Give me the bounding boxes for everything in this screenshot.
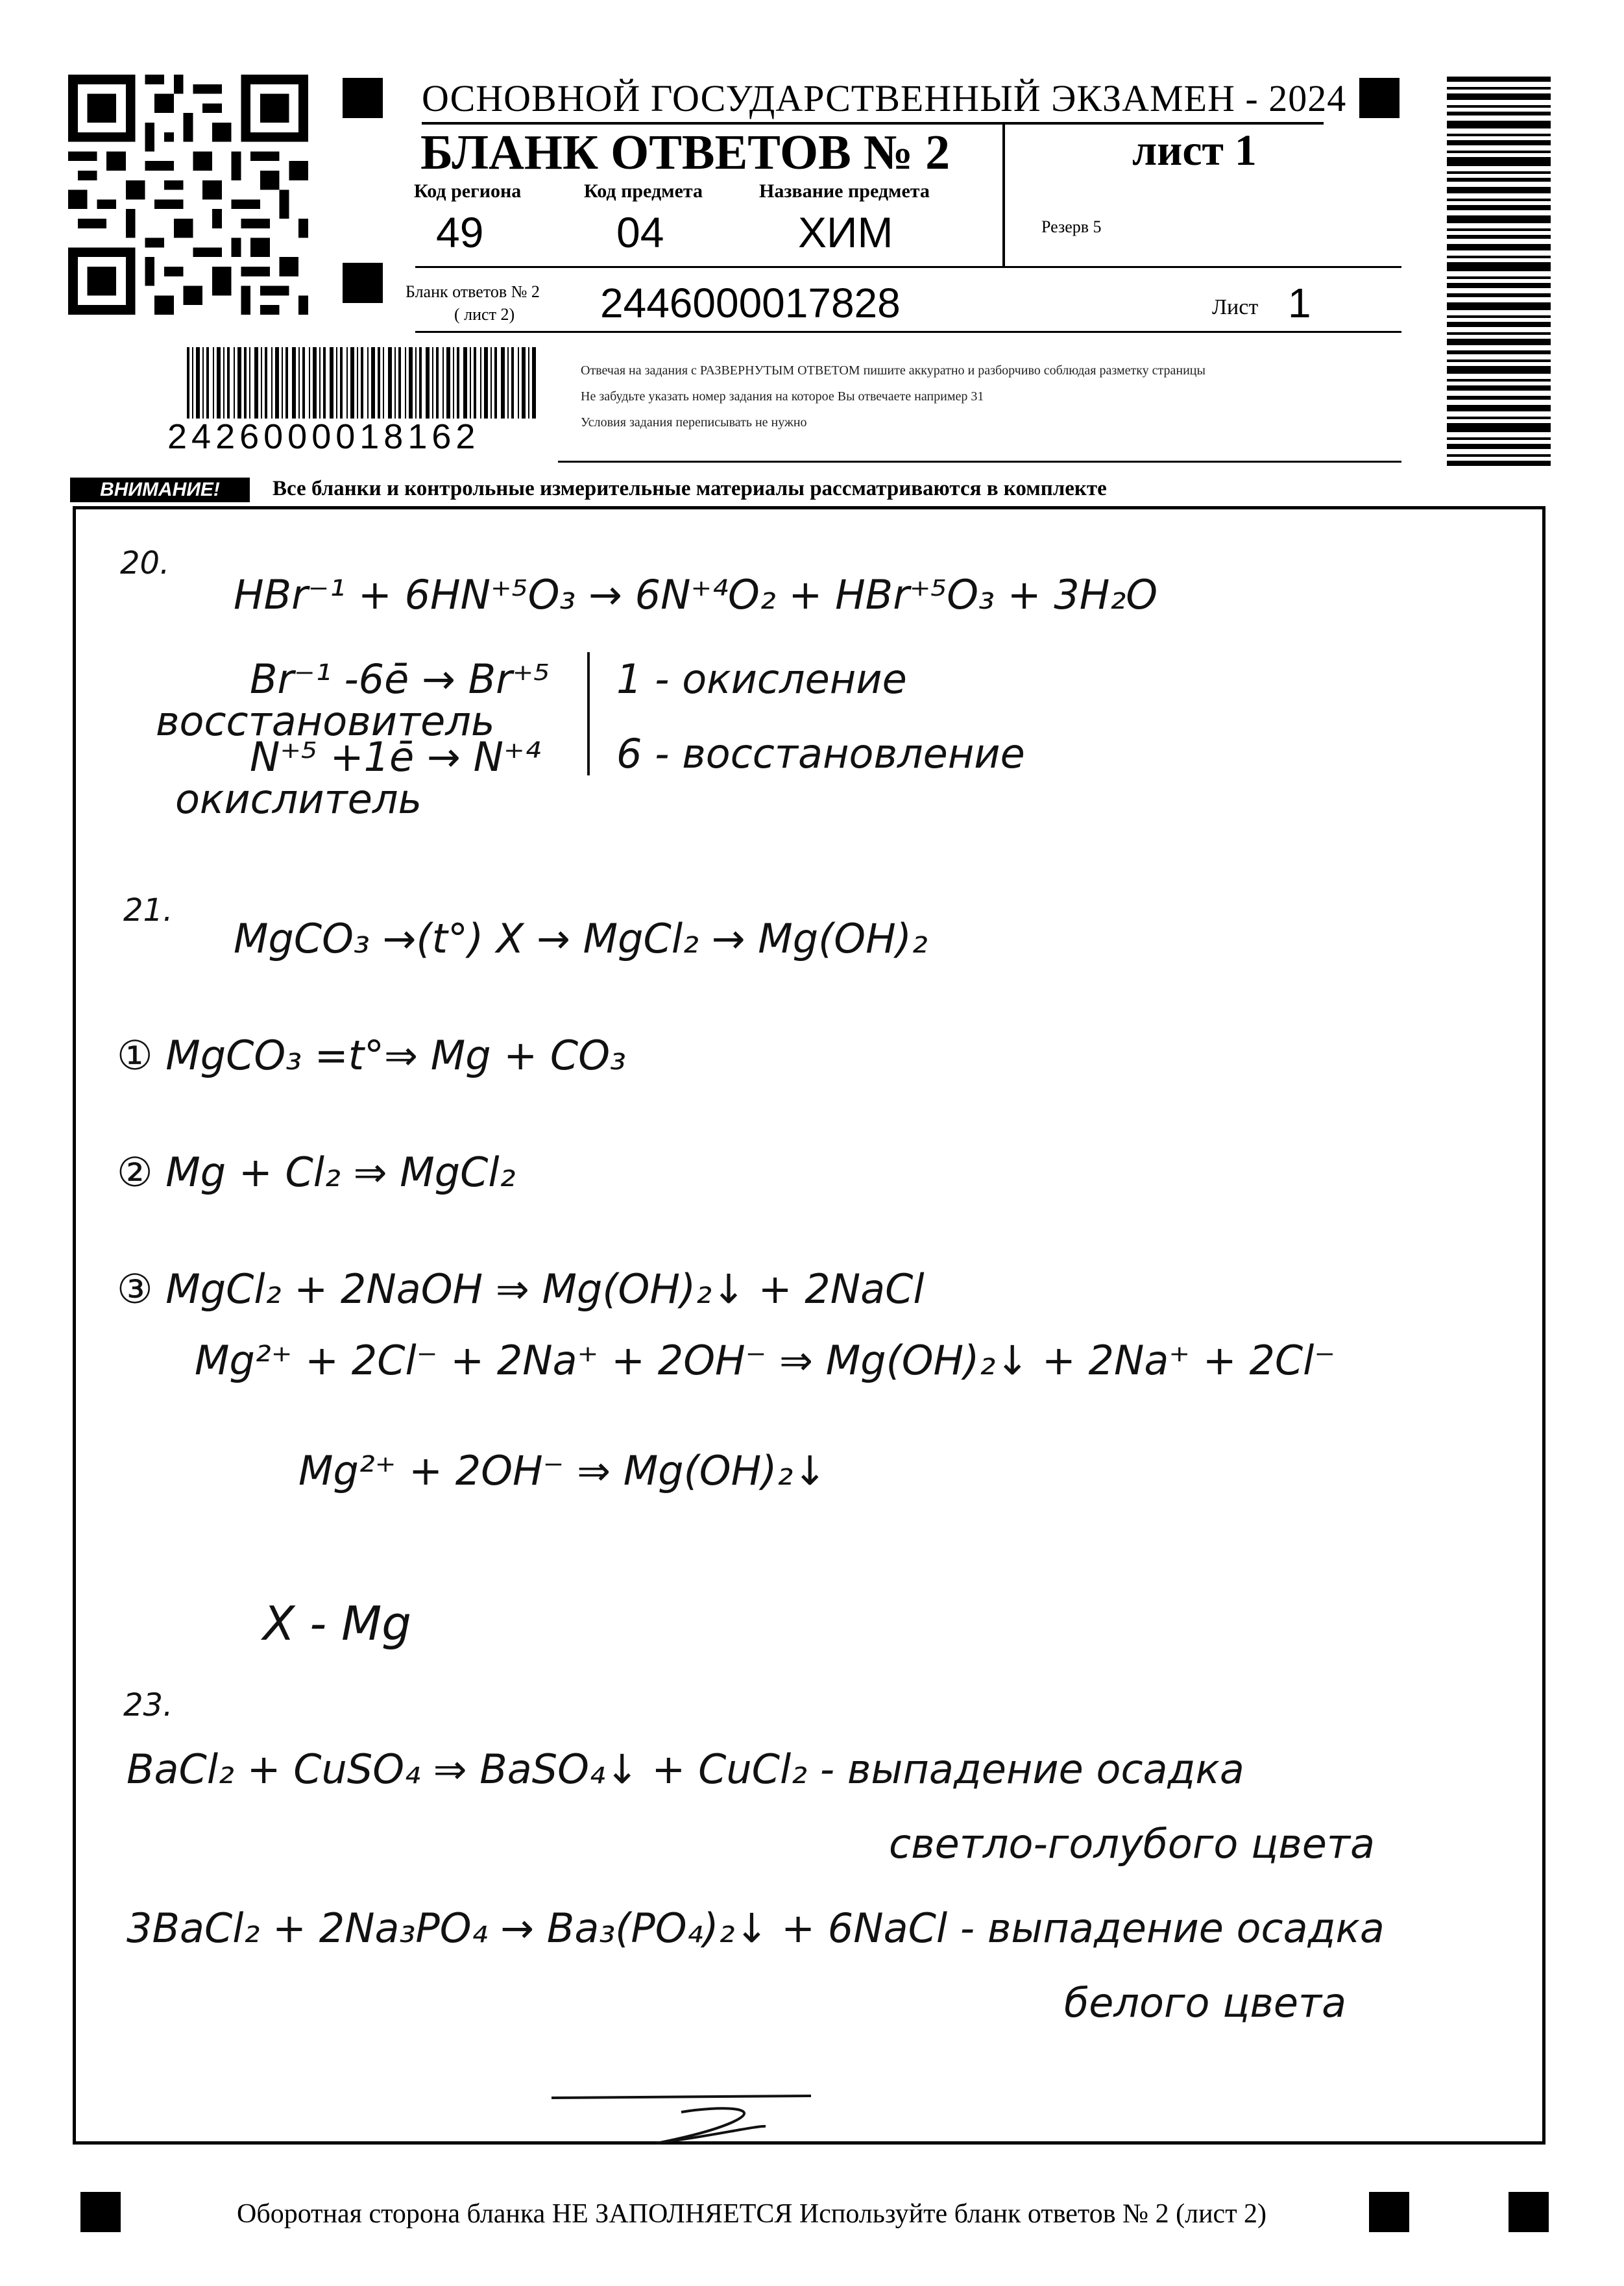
barcode-number: 2426000018162 (167, 417, 480, 456)
closing-signature (551, 2086, 824, 2151)
task-20-equation: HBr⁻¹ + 6HN⁺⁵O₃ → 6N⁺⁴O₂ + HBr⁺⁵O₃ + 3H₂O (234, 571, 1158, 618)
task-21-ionic-full: Mg²⁺ + 2Cl⁻ + 2Na⁺ + 2OH⁻ ⇒ Mg(OH)₂↓ + 2Na⁺ + 2Cl⁻ (195, 1337, 1336, 1384)
task-21-step: ③ MgCl₂ + 2NaOH ⇒ Mg(OH)₂↓ + 2NaCl (117, 1265, 925, 1313)
corner-marker (80, 2192, 121, 2232)
task-21-chain: MgCO₃ →(t°) X → MgCl₂ → Mg(OH)₂ (234, 915, 928, 962)
warning-text: Все бланки и контрольные измерительные материалы рассматриваются в комплекте (273, 477, 1107, 500)
task-21-step: ② Mg + Cl₂ ⇒ MgCl₂ (117, 1149, 516, 1196)
subject-name-label: Название предмета (759, 180, 930, 202)
task-21-step: ① MgCO₃ =t°⇒ Mg + CO₃ (117, 1032, 626, 1079)
task-21-answer: X - Mg (263, 1596, 411, 1651)
reserve-label: Резерв 5 (1041, 217, 1102, 236)
sheet-value: 1 (1288, 280, 1311, 326)
task-23-line: белого цвета (1064, 1979, 1347, 2026)
task-20-role: окислитель (175, 775, 422, 823)
task-21-ionic-short: Mg²⁺ + 2OH⁻ ⇒ Mg(OH)₂↓ (298, 1447, 827, 1494)
instruction-line: Отвечая на задания с РАЗВЕРНУТЫМ ОТВЕТОМ пишите аккуратно и разборчиво соблюдая разметку страницы (581, 363, 1206, 378)
exam-title: ОСНОВНОЙ ГОСУДАРСТВЕННЫЙ ЭКЗАМЕН - 2024 (422, 77, 1347, 119)
form-id-value: 2446000017828 (600, 280, 901, 326)
subject-code-label: Код предмета (584, 180, 703, 202)
header-line (415, 266, 1401, 268)
subject-code-value: 04 (616, 208, 664, 256)
task-20-number: 20. (120, 545, 170, 581)
task-23-number: 23. (123, 1687, 173, 1723)
corner-marker (1369, 2192, 1409, 2232)
form-id-label-sheet: ( лист 2) (454, 305, 515, 324)
balance-divider (587, 652, 590, 775)
header-line (415, 331, 1401, 333)
barcode (187, 347, 537, 419)
task-20-balance-line: Br⁻¹ -6ē → Br⁺⁵ (250, 655, 550, 703)
corner-marker (343, 78, 383, 118)
task-23-line: светло-голубого цвета (889, 1820, 1376, 1867)
task-20-process: 1 - окисление (616, 655, 907, 703)
task-23-line: BaCl₂ + CuSO₄ ⇒ BaSO₄↓ + CuCl₂ - выпадение осадка (127, 1745, 1244, 1793)
corner-marker (1359, 78, 1400, 118)
instruction-line: Не забудьте указать номер задания на которое Вы отвечаете например 31 (581, 389, 984, 404)
footer-note: Оборотная сторона бланка НЕ ЗАПОЛНЯЕТСЯ Используйте бланк ответов № 2 (лист 2) (237, 2199, 1267, 2229)
qr-code (65, 75, 311, 315)
sheet-title: лист 1 (1132, 125, 1257, 175)
region-value: 49 (436, 208, 484, 256)
region-label: Код региона (414, 180, 522, 202)
instruction-line: Условия задания переписывать не нужно (581, 415, 807, 430)
sheet-label: Лист (1212, 295, 1259, 319)
vertical-barcode (1447, 77, 1551, 466)
header-line (558, 461, 1401, 463)
header-divider (1002, 125, 1005, 266)
task-20-balance-line: N⁺⁵ +1ē → N⁺⁴ (250, 733, 541, 781)
warning-badge: ВНИМАНИЕ! (70, 478, 250, 502)
task-23-line: 3BaCl₂ + 2Na₃PO₄ → Ba₃(PO₄)₂↓ + 6NaCl - выпадение осадка (127, 1904, 1385, 1952)
subject-name-value: ХИМ (798, 208, 893, 256)
form-title: БЛАНК ОТВЕТОВ № 2 (420, 125, 951, 180)
form-id-label: Бланк ответов № 2 (406, 282, 540, 301)
task-21-number: 21. (123, 892, 173, 929)
task-20-process: 6 - восстановление (616, 730, 1025, 777)
task-20-role: восстановитель (156, 698, 495, 745)
corner-marker (1509, 2192, 1549, 2232)
corner-marker (343, 263, 383, 303)
